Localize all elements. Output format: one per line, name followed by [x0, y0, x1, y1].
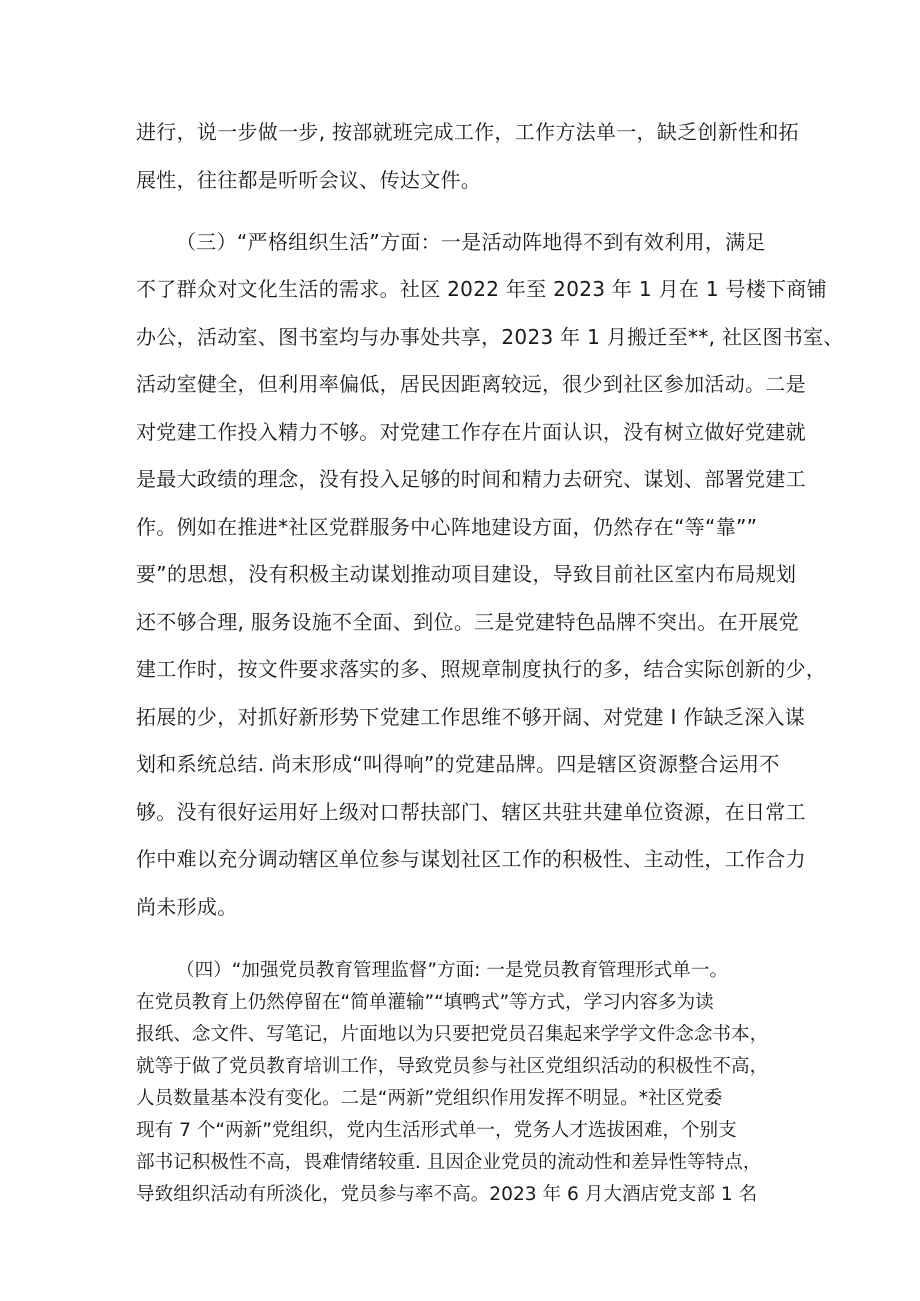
text-line: 导致组织活动有所淡化，党员参与率不高。2023 年 6 月大酒店党支部 1 名: [136, 1184, 758, 1205]
text-line: 展性，往往都是听听会议、传达文件。: [136, 168, 482, 192]
text-line: （三）“严格组织生活”方面：一是活动阵地得不到有效利用，满足: [176, 230, 766, 254]
text-line: 部书记积极性不高，畏难情绪较重. 且因企业党员的流动性和差异性等特点，: [136, 1152, 762, 1173]
text-line: 报纸、念文件、写笔记，片面地以为只要把党员召集起来学学文件念念书本，: [136, 1024, 769, 1045]
text-line: 够。没有很好运用好上级对口帮扶部门、辖区共驻共建单位资源，在日常工: [136, 800, 806, 824]
text-line: 拓展的少，对抓好新形势下党建工作思维不够开阔、对党建 I 作缺乏深入谋: [136, 705, 806, 729]
text-line: 要”的思想，没有积极主动谋划推动项目建设，导致目前社区室内布局规划: [136, 562, 797, 586]
text-line: 就等于做了党员教育培训工作，导致党员参与社区党组织活动的积极性不高，: [136, 1056, 769, 1077]
text-line: 作中难以充分调动辖区单位参与谋划社区工作的积极性、主动性，工作合力: [136, 847, 806, 871]
text-line: 对党建工作投入精力不够。对党建工作存在片面认识，没有树立做好党建就: [136, 420, 806, 444]
text-line: 尚未形成。: [136, 895, 238, 919]
text-line: （四）“加强党员教育管理监督”方面: 一是党员教育管理形式单一。: [176, 960, 729, 981]
text-line: 作。例如在推进*社区党群服务中心阵地建设方面，仍然存在“等“靠””: [136, 515, 758, 539]
text-line: 建工作时，按文件要求落实的多、照规章制度执行的多，结合实际创新的少，: [136, 657, 827, 681]
text-line: 是最大政绩的理念，没有投入足够的时间和精力去研究、谋划、部署党建工: [136, 467, 806, 491]
text-line: 还不够合理, 服务设施不全面、到位。三是党建特色品牌不突出。在开展党: [136, 610, 799, 634]
text-line: 办公，活动室、图书室均与办事处共享，2023 年 1 月搬迁至**, 社区图书室、: [136, 325, 844, 349]
text-line: 现有 7 个“两新”党组织，党内生活形式单一，党务人才选拔困难，个别支: [136, 1120, 737, 1141]
text-line: 不了群众对文化生活的需求。社区 2022 年至 2023 年 1 月在 1 号楼下商铺: [136, 277, 828, 301]
text-line: 活动室健全，但利用率偏低，居民因距离较远，很少到社区参加活动。二是: [136, 372, 806, 396]
text-line: 进行，说一步做一步, 按部就班完成工作，工作方法单一，缺乏创新性和拓: [136, 120, 799, 144]
text-line: 人员数量基本没有变化。二是“两新”党组织作用发挥不明显。*社区党委: [136, 1088, 723, 1109]
text-line: 划和系统总结. 尚末形成“叫得响”的党建品牌。四是辖区资源整合运用不: [136, 752, 780, 776]
text-line: 在党员教育上仍然停留在“简单灌输”“填鸭式”等方式，学习内容多为读: [136, 992, 714, 1013]
